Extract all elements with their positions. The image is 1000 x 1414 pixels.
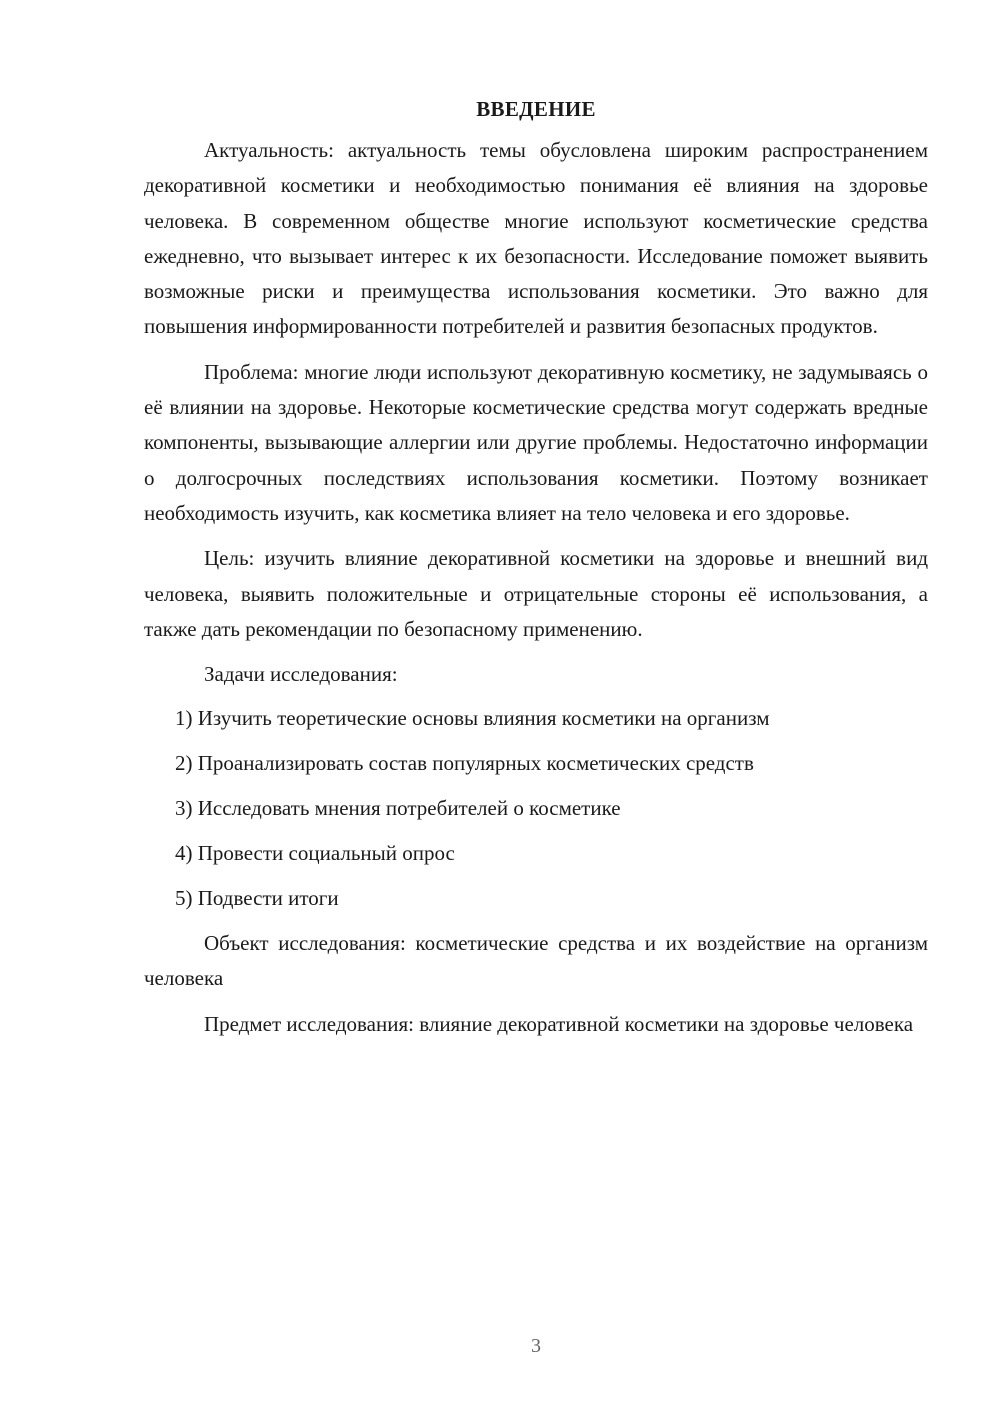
task-list [144, 701, 928, 916]
task-item: 2) Проанализировать состав популярных косметических средств [175, 751, 754, 776]
paragraph-goal: Цель: изучить влияние декоративной косметики на здоровье и внешний вид человека, выявить положительные и отрицательные стороны её использования, а также дать рекомендации по безопасному применению. [144, 546, 928, 641]
paragraph-object: Объект исследования: косметические средства и их воздействие на организм человека [144, 931, 928, 991]
document-title: ВВЕДЕНИЕ [476, 97, 596, 121]
task-item: 5) Подвести итоги [175, 886, 339, 911]
paragraph-subject: Предмет исследования: влияние декоративной косметики на здоровье человека [204, 1011, 914, 1036]
task-item: 4) Провести социальный опрос [175, 841, 455, 866]
task-item: 3) Исследовать мнения потребителей о косметике [175, 796, 621, 821]
tasks-heading: Задачи исследования: [204, 662, 398, 687]
document-page [144, 92, 928, 1052]
page-number: 3 [531, 1335, 541, 1357]
paragraph-relevance: Актуальность: актуальность темы обусловлена широким распространением декоративной косметики и необходимостью понимания её влияния на здоровье человека. В современном обществе многие используют косметические средства ежедневно, что вызывает интерес к их безопасности. Исследование поможет выявить возможные риски и преимущества использования косметики. Это важно для повышения информированности потребителей и развития безопасных продуктов. [144, 138, 928, 339]
paragraph-problem: Проблема: многие люди используют декоративную косметику, не задумываясь о её влиянии на здоровье. Некоторые косметические средства могут содержать вредные компоненты, вызывающие аллергии или другие проблемы. Недостаточно информации о долгосрочных последствиях использования косметики. Поэтому возникает необходимость изучить, как косметика влияет на тело человека и его здоровье. [144, 359, 928, 525]
task-item: 1) Изучить теоретические основы влияния косметики на организм [175, 706, 770, 731]
